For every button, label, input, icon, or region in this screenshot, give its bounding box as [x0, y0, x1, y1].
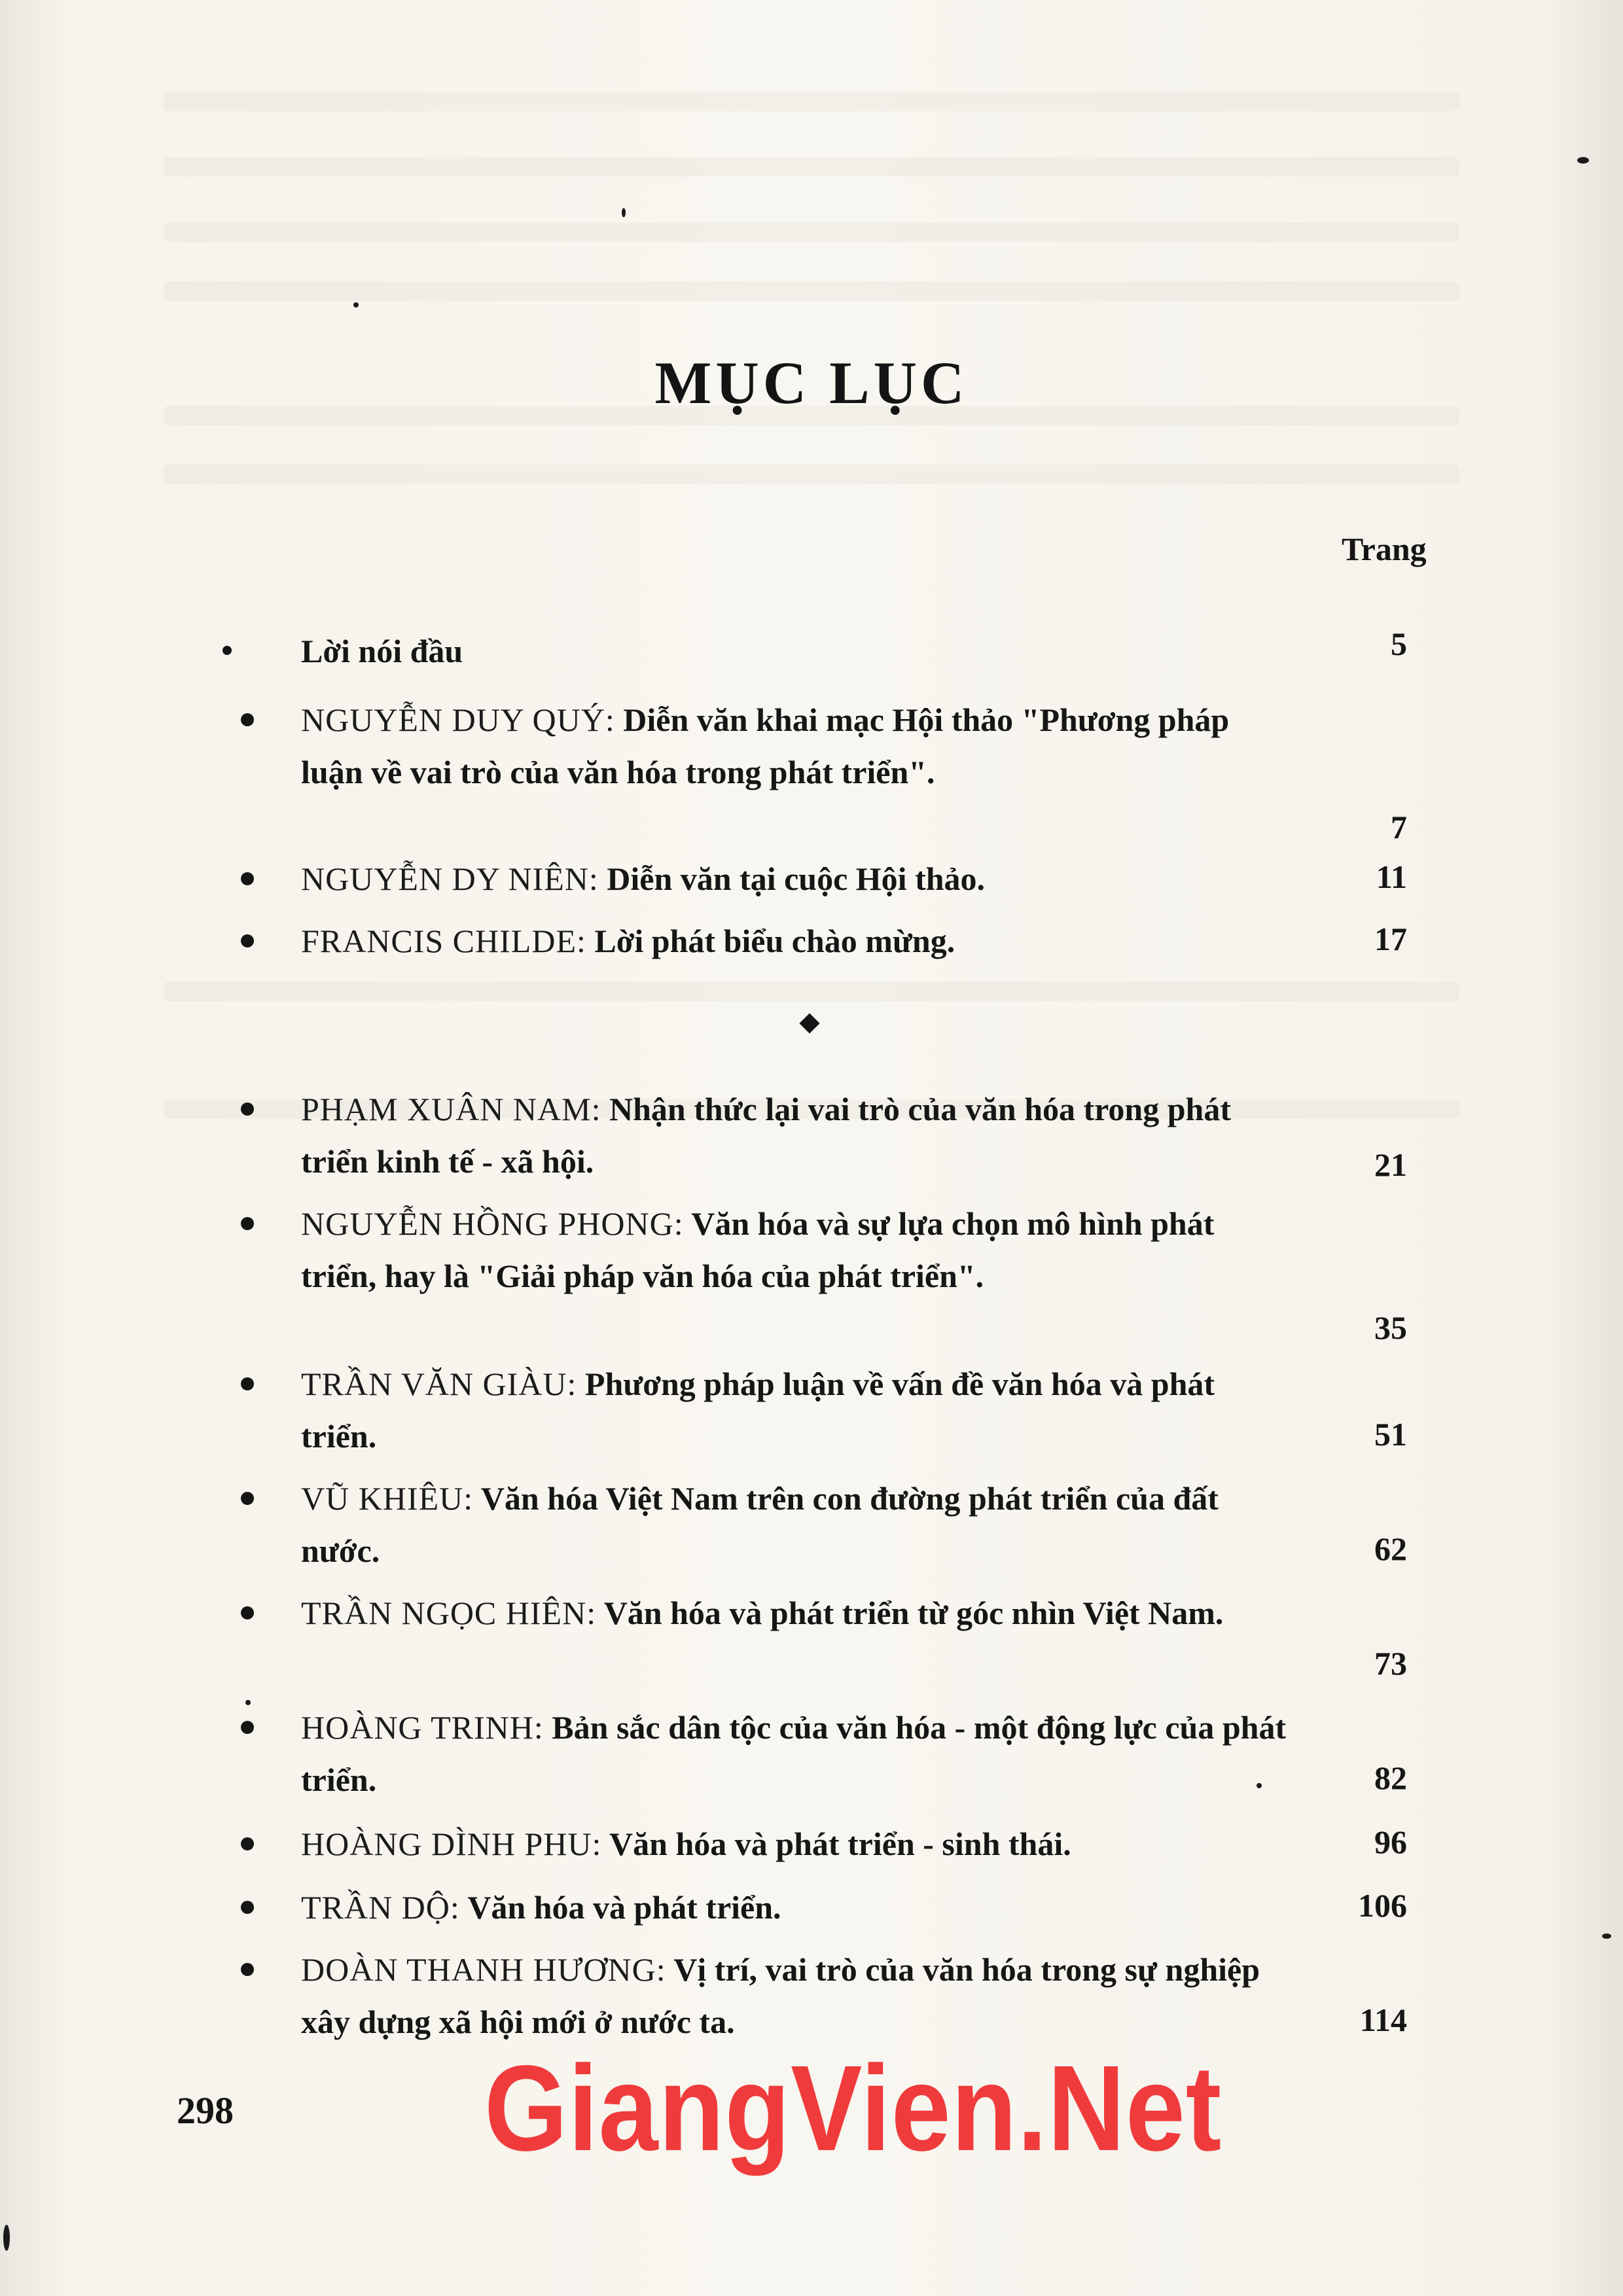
- toc-entry-page: 5: [1391, 626, 1407, 662]
- toc-entry-title: Lời phát biểu chào mừng.: [586, 923, 955, 959]
- toc-entry-page: 21: [1374, 1146, 1407, 1183]
- toc-entry-title: Vị trí, vai trò của văn hóa trong sự nghiệp xây dựng xã hội mới ở nước ta.: [301, 1951, 1260, 2040]
- toc-entry-author: NGUYỄN HỒNG PHONG:: [301, 1205, 684, 1242]
- toc-entry-author: TRẦN DỘ:: [301, 1889, 460, 1926]
- bullet-icon: [241, 713, 254, 726]
- bullet-icon: [241, 1606, 254, 1619]
- page-title: MỤC LỤC: [654, 349, 969, 416]
- scan-speck: [1257, 1783, 1262, 1788]
- toc-entry-text: [301, 1881, 1296, 1934]
- toc-entry-page: 82: [1374, 1759, 1407, 1796]
- toc-entry-text: [301, 694, 1296, 798]
- show-through-line: [164, 92, 1459, 111]
- toc-entry-page: 62: [1374, 1530, 1407, 1567]
- bullet-icon: [241, 1963, 254, 1976]
- toc-entry-title: Văn hóa và phát triển.: [459, 1889, 781, 1926]
- toc-entry-page: 11: [1376, 858, 1407, 895]
- bullet-icon: [241, 1901, 254, 1914]
- toc-entry-text: [301, 1587, 1296, 1639]
- toc-entry-author: DOÀN THANH HƯƠNG:: [301, 1951, 666, 1988]
- bullet-icon: [241, 1721, 254, 1734]
- bullet-icon: [241, 1217, 254, 1230]
- toc-entry-author: HOÀNG TRINH:: [301, 1709, 544, 1746]
- toc-entry-page: 114: [1359, 2002, 1407, 2038]
- toc-entry-page: 7: [1391, 809, 1407, 845]
- show-through-line: [164, 981, 1459, 1001]
- scan-speck: [622, 208, 626, 217]
- toc-entry-author: NGUYỄN DY NIÊN:: [301, 860, 599, 897]
- show-through-line: [164, 157, 1459, 177]
- toc-entry-text: [301, 1083, 1296, 1188]
- toc-entry-author: TRẦN VĂN GIÀU:: [301, 1366, 577, 1402]
- toc-entry-title: Phương pháp luận về vấn đề văn hóa và phát triển.: [301, 1366, 1215, 1455]
- bullet-icon: [223, 646, 232, 655]
- toc-entry-author: VŨ KHIÊU:: [301, 1480, 474, 1517]
- watermark-text: GiangVien.Net: [484, 2041, 1222, 2176]
- show-through-line: [164, 281, 1459, 301]
- bullet-icon: [241, 1837, 254, 1850]
- bullet-icon: [241, 934, 254, 947]
- page-column-header: Trang: [1342, 531, 1427, 567]
- toc-entry-title: Lời nói đầu: [301, 633, 463, 669]
- toc-entry-text: [301, 1943, 1296, 2048]
- toc-entry-title: Văn hóa và phát triển - sinh thái.: [601, 1826, 1071, 1862]
- bullet-icon: [241, 1492, 254, 1505]
- toc-entry-page: 51: [1374, 1416, 1407, 1453]
- toc-entry-page: 106: [1358, 1887, 1407, 1924]
- toc-entry-title: Bản sắc dân tộc của văn hóa - một động lực của phát triển.: [301, 1709, 1287, 1798]
- toc-entry-title: Diễn văn tại cuộc Hội thảo.: [598, 860, 986, 897]
- toc-entry-text: [301, 1818, 1296, 1870]
- show-through-line: [164, 222, 1459, 242]
- toc-entry-title: Nhận thức lại vai trò của văn hóa trong phát triển kinh tế - xã hội.: [301, 1091, 1232, 1180]
- scan-speck: [1602, 1934, 1611, 1939]
- toc-entry-title: Diễn văn khai mạc Hội thảo "Phương pháp luận về vai trò của văn hóa trong phát triển".: [301, 701, 1230, 790]
- bullet-icon: [241, 1103, 254, 1116]
- toc-entry-text: [301, 1197, 1296, 1302]
- bullet-icon: [241, 872, 254, 885]
- section-divider-icon: [799, 1013, 819, 1033]
- toc-entry-title: Văn hóa Việt Nam trên con đường phát triển của đất nước.: [301, 1480, 1219, 1569]
- scan-speck: [1577, 157, 1589, 164]
- toc-entry-author: TRẦN NGỌC HIÊN:: [301, 1595, 597, 1631]
- toc-entry-title: Văn hóa và phát triển từ góc nhìn Việt Nam.: [596, 1595, 1224, 1631]
- toc-entry-text: [301, 625, 1296, 677]
- toc-entry-author: HOÀNG DÌNH PHU:: [301, 1826, 602, 1862]
- toc-entry-page: 73: [1374, 1645, 1407, 1682]
- toc-entry-author: NGUYỄN DUY QUÝ:: [301, 701, 615, 738]
- toc-entry-text: [301, 853, 1296, 905]
- toc-entry-author: FRANCIS CHILDE:: [301, 923, 586, 959]
- scan-speck: [353, 302, 359, 308]
- toc-entry-text: [301, 1472, 1296, 1577]
- toc-entry-text: [301, 1358, 1296, 1462]
- scan-speck: [245, 1700, 251, 1705]
- toc-entry-title: Văn hóa và sự lựa chọn mô hình phát triển, hay là "Giải pháp văn hóa của phát triển".: [301, 1205, 1215, 1294]
- scan-speck: [3, 2225, 10, 2251]
- show-through-line: [164, 465, 1459, 484]
- toc-entry-page: 17: [1374, 921, 1407, 957]
- toc-entry-page: 96: [1374, 1824, 1407, 1860]
- toc-entry-text: [301, 915, 1296, 967]
- toc-entry-page: 35: [1374, 1309, 1407, 1346]
- toc-entry-text: [301, 1701, 1296, 1806]
- bullet-icon: [241, 1377, 254, 1390]
- page-number: 298: [177, 2089, 234, 2132]
- toc-entry-author: PHẠM XUÂN NAM:: [301, 1091, 601, 1127]
